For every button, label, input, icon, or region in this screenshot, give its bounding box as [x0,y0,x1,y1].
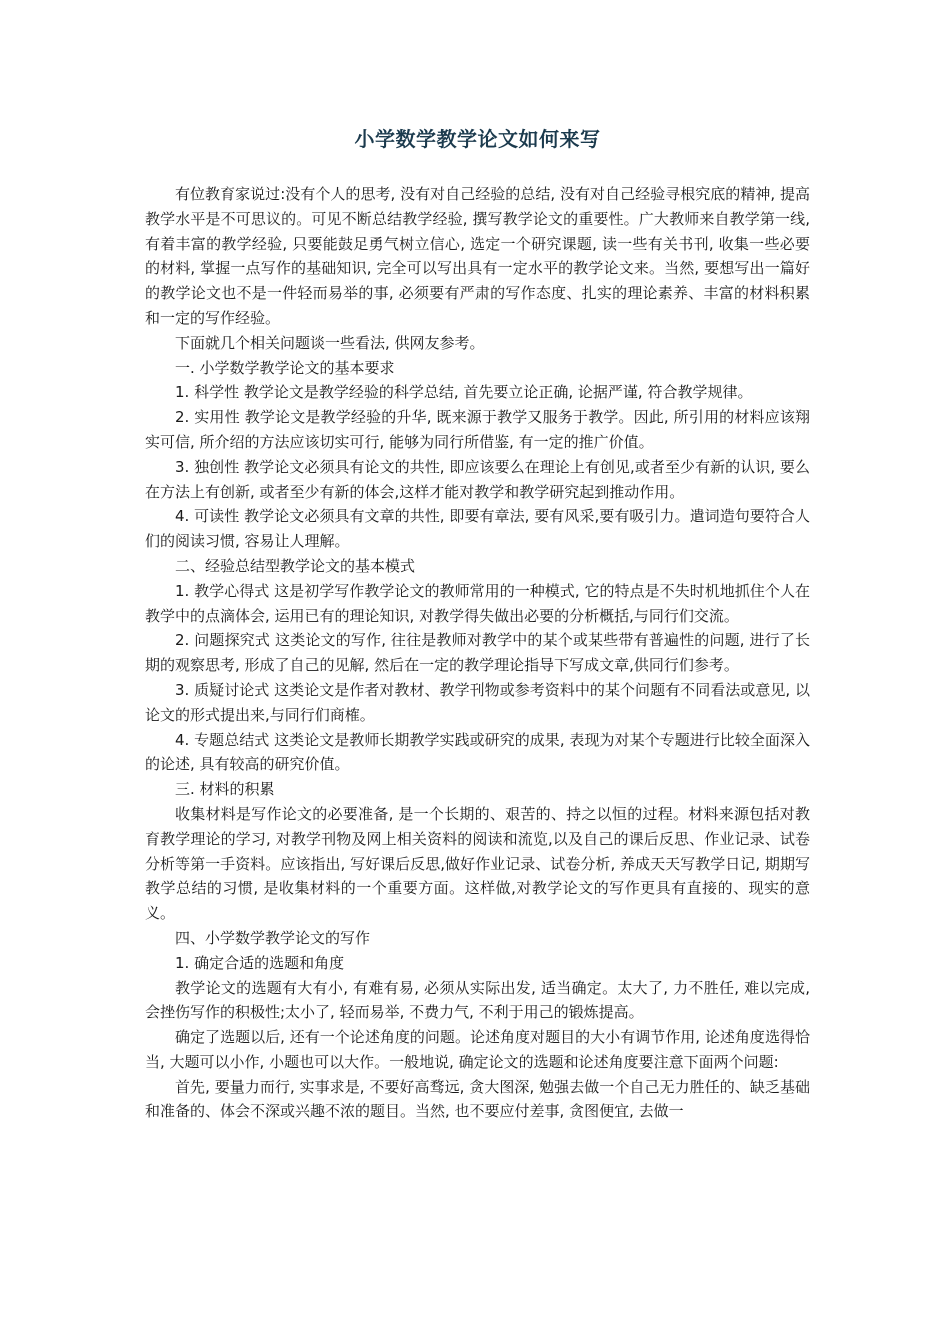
requirement-practical: 2. 实用性 教学论文是教学经验的升华, 既来源于教学又服务于教学。因此, 所引用的材料应该翔实可信, 所介绍的方法应该切实可行, 能够为同行所借鉴, 有一定的推广价值。 [145,408,810,451]
requirement-readability: 4. 可读性 教学论文必须具有文章的共性, 即要有章法, 要有风采,要有吸引力。遣词造句要符合人们的阅读习惯, 容易让人理解。 [145,507,810,551]
paragraph-angle: 确定了选题以后, 还有一个论述角度的问题。论述角度对题目的大小有调节作用, 论述角度选得恰当, 大题可以小作, 小题也可以大作。一般地说, 确定论文的选题和论述角度要注意下面两个问题: [145,1028,810,1071]
paragraph-intro: 有位教育家说过:没有个人的思考, 没有对自己经验的总结, 没有对自己经验寻根究底的精神, 提高教学水平是不可思议的。可见不断总结教学经验, 撰写教学论文的重要性。广大教师来自教学第一线, 有着丰富的教学经验, 只要能鼓足勇气树立信心, 选定一个研究课题, 读一些有关书刊, 收集一些必要的材料, 掌握一点写作的基础知识, 完全可以写出具有一定水平的教学论文来。当然, 要想写出一篇好的教学论文也不是一件轻而易举的事, 必须要有严肃的写作态度、扎实的理论素养、丰富的材料积累和一定的写作经验。 [145,185,810,327]
pattern-summary: 4. 专题总结式 这类论文是教师长期教学实践或研究的成果, 表现为对某个专题进行比较全面深入的论述, 具有较高的研究价值。 [145,730,810,774]
requirement-originality: 3. 独创性 教学论文必须具有论文的共性, 即应该要么在理论上有创见,或者至少有新的认识, 要么在方法上有创新, 或者至少有新的体会,这样才能对教学和教学研究起到推动作用。 [145,457,810,501]
paragraph-preface: 下面就几个相关问题谈一些看法, 供网友参考。 [175,333,485,352]
section-heading-patterns: 二、经验总结型教学论文的基本模式 [175,556,416,575]
paragraph-first-point: 首先, 要量力而行, 实事求是, 不要好高骛远, 贪大图深, 勉强去做一个自己无力胜任的、缺乏基础和准备的、体会不深或兴趣不浓的题目。当然, 也不要应付差事, 贪图便宜, 去做一 [145,1077,810,1121]
paragraph-materials: 收集材料是写作论文的必要准备, 是一个长期的、艰苦的、持之以恒的过程。材料来源包括对教育教学理论的学习, 对教学刊物及网上相关资料的阅读和流览,以及自己的课后反思、作业记录、试卷分析等第一手资料。应该指出, 写好课后反思,做好作业记录、试卷分析, 养成天天写教学日记, 期期写教学总结的习惯, 是收集材料的一个重要方面。这样做,对教学论文的写作更具有直接的、现实的意义。 [145,804,810,923]
paragraph-topic-size: 教学论文的选题有大有小, 有难有易, 必须从实际出发, 适当确定。太大了, 力不胜任, 难以完成, 会挫伤写作的积极性;太小了, 轻而易举, 不费力气, 不利于用己的锻炼提高。 [145,978,810,1022]
section-heading-materials: 三. 材料的积累 [175,780,275,799]
subheading-topic-angle: 1. 确定合适的选题和角度 [175,953,345,972]
section-heading-requirements: 一. 小学数学教学论文的基本要求 [175,358,395,377]
pattern-experience: 1. 教学心得式 这是初学写作教学论文的教师常用的一种模式, 它的特点是不失时机地抓住个人在教学中的点滴体会, 运用已有的理论知识, 对教学得失做出必要的分析概括,与同行们交流。 [145,581,810,625]
section-heading-writing: 四、小学数学教学论文的写作 [175,928,371,947]
requirement-scientific: 1. 科学性 教学论文是教学经验的科学总结, 首先要立论正确, 论据严谨, 符合教学规律。 [175,383,753,402]
pattern-discussion: 3. 质疑讨论式 这类论文是作者对教材、教学刊物或参考资料中的某个问题有不同看法或意见, 以论文的形式提出来,与同行们商榷。 [145,680,810,724]
pattern-inquiry: 2. 问题探究式 这类论文的写作, 往往是教师对教学中的某个或某些带有普遍性的问题, 进行了长期的观察思考, 形成了自己的见解, 然后在一定的教学理论指导下写成文章,供同行们参考。 [145,631,810,675]
document-title: 小学数学教学论文如何来写 [354,127,601,151]
document-body [145,124,810,1124]
